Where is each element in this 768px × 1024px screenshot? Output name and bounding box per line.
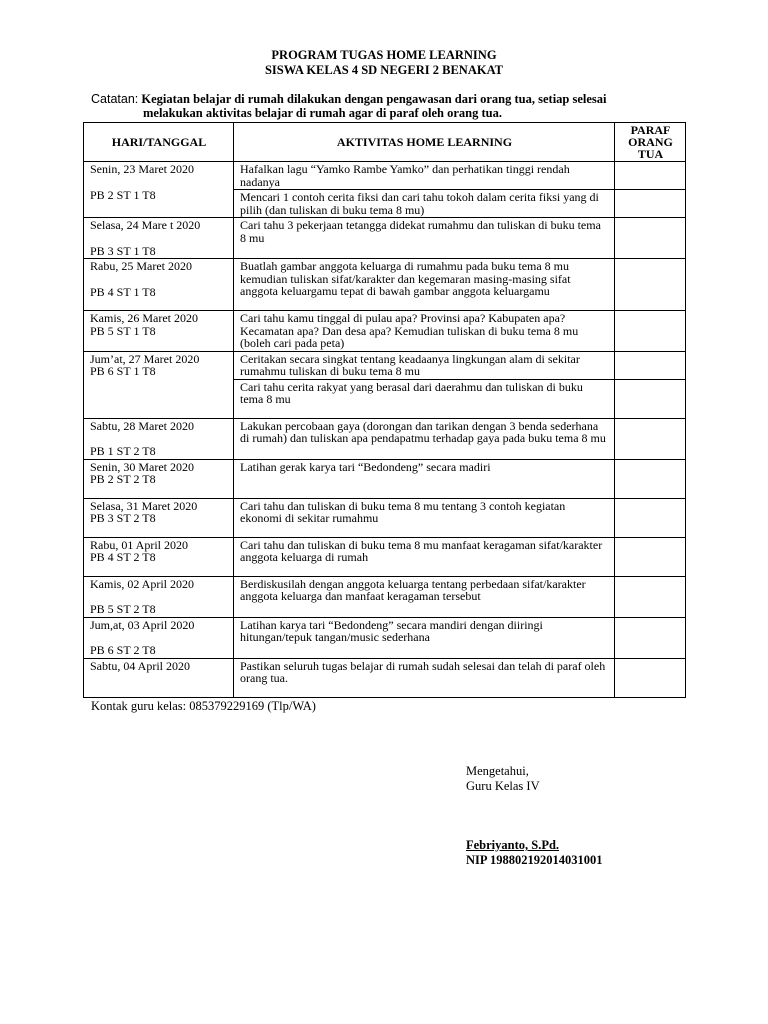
note-label: Catatan:: [91, 92, 139, 106]
activity-cell: Cari tahu dan tuliskan di buku tema 8 mu manfaat keragaman sifat/karakter anggota keluarga di rumah: [234, 537, 615, 576]
lesson-code: PB 2 ST 2 T8: [90, 472, 156, 486]
table-row: [84, 658, 686, 697]
day-cell: [84, 218, 234, 259]
table-row: [84, 459, 686, 498]
parent-signature-cell[interactable]: [615, 459, 686, 498]
note-text-line1: Kegiatan belajar di rumah dilakukan dengan pengawasan dari orang tua, setiap selesai: [141, 92, 607, 106]
teacher-name: Febriyanto, S.Pd.: [466, 838, 560, 852]
parent-signature-cell[interactable]: [615, 162, 686, 190]
table-row: [84, 418, 686, 459]
day-cell: [84, 418, 234, 459]
activity-cell: Berdiskusilah dengan anggota keluarga tentang perbedaan sifat/karakter anggota keluarga dan manfaat keragaman tersebut: [234, 576, 615, 617]
day-cell: [84, 459, 234, 498]
document-title: PROGRAM TUGAS HOME LEARNING: [271, 48, 497, 62]
activity-cell: Cari tahu dan tuliskan di buku tema 8 mu tentang 3 contoh kegiatan ekonomi di sekitar rumahmu: [234, 498, 615, 537]
table-row: [84, 617, 686, 658]
table-row: [84, 259, 686, 311]
parent-signature-cell[interactable]: [615, 617, 686, 658]
parent-signature-cell[interactable]: [615, 311, 686, 352]
parent-signature-cell[interactable]: [615, 259, 686, 311]
table-row: [84, 311, 686, 352]
day-cell: [84, 658, 234, 697]
day-date: Rabu, 25 Maret 2020: [90, 259, 192, 273]
parent-signature-cell[interactable]: [615, 498, 686, 537]
lesson-code: PB 6 ST 2 T8: [90, 643, 156, 657]
lesson-code: PB 5 ST 2 T8: [90, 602, 156, 616]
lesson-code: PB 3 ST 2 T8: [90, 511, 156, 525]
header-day-date: HARI/TANGGAL: [84, 123, 234, 162]
activity-cell: Ceritakan secara singkat tentang keadaanya lingkungan alam di sekitar rumahmu tuliskan di buku tema 8 mu: [234, 351, 615, 379]
day-cell: [84, 617, 234, 658]
lesson-code: PB 4 ST 2 T8: [90, 550, 156, 564]
note: [91, 92, 691, 120]
day-date: Jum,at, 03 April 2020: [90, 617, 195, 632]
teacher-contact: Kontak guru kelas: 085379229169 (Tlp/WA): [91, 699, 316, 713]
day-cell: [84, 259, 234, 311]
day-date: Selasa, 31 Maret 2020: [90, 498, 198, 513]
lesson-code: PB 6 ST 1 T8: [90, 364, 156, 378]
parent-signature-cell[interactable]: [615, 218, 686, 259]
lesson-code: PB 3 ST 1 T8: [90, 243, 156, 258]
cell-spacer: [90, 273, 228, 286]
cell-spacer: [90, 232, 228, 245]
table-row: [84, 576, 686, 617]
activity-cell: Latihan karya tari “Bedondeng” secara mandiri dengan diiringi hitungan/tepuk tangan/music sederhana: [234, 617, 615, 658]
day-date: Senin, 23 Maret 2020: [90, 162, 194, 176]
lesson-code: PB 4 ST 1 T8: [90, 284, 156, 299]
document-subtitle: SISWA KELAS 4 SD NEGERI 2 BENAKAT: [264, 63, 504, 77]
day-cell: [84, 162, 234, 218]
day-date: Senin, 30 Maret 2020: [90, 459, 194, 474]
activity-cell: Mencari 1 contoh cerita fiksi dan cari tahu tokoh dalam cerita fiksi yang di pilih (dan tuliskan di buku tema 8 mu): [234, 190, 615, 218]
activity-cell: Pastikan seluruh tugas belajar di rumah sudah selesai dan telah di paraf oleh orang tua.: [234, 658, 615, 697]
day-cell: [84, 576, 234, 617]
acknowledged-label: Mengetahui,: [466, 764, 529, 778]
teacher-nip: NIP 198802192014031001: [466, 853, 603, 867]
day-date: Sabtu, 28 Maret 2020: [90, 418, 194, 433]
parent-signature-cell[interactable]: [615, 379, 686, 418]
lesson-code: PB 1 ST 2 T8: [90, 444, 156, 458]
day-cell: [84, 351, 234, 418]
activity-cell: Cari tahu kamu tinggal di pulau apa? Provinsi apa? Kabupaten apa? Kecamatan apa? Dan desa apa? Kemudian tuliskan di buku tema 8 mu (boleh cari pada peta): [234, 311, 615, 352]
activity-cell: Cari tahu cerita rakyat yang berasal dari daerahmu dan tuliskan di buku tema 8 mu: [234, 379, 615, 418]
day-date: Sabtu, 04 April 2020: [90, 658, 191, 673]
day-date: Jum’at, 27 Maret 2020: [90, 351, 200, 366]
teacher-role: Guru Kelas IV: [466, 779, 540, 793]
table-row: [84, 537, 686, 576]
cell-spacer: [90, 176, 228, 189]
lesson-code: PB 5 ST 1 T8: [90, 323, 156, 338]
parent-signature-cell[interactable]: [615, 576, 686, 617]
parent-signature-cell[interactable]: [615, 190, 686, 218]
day-date: Kamis, 26 Maret 2020: [90, 311, 198, 325]
header-parent-signature: PARAF ORANG TUA: [615, 123, 686, 162]
activity-cell: Cari tahu 3 pekerjaan tetangga didekat rumahmu dan tuliskan di buku tema 8 mu: [234, 218, 615, 259]
header-activity: AKTIVITAS HOME LEARNING: [234, 123, 615, 162]
day-cell: [84, 498, 234, 537]
activity-cell: Lakukan percobaan gaya (dorongan dan tarikan dengan 3 benda sederhana di rumah) dan tuliskan apa pendapatmu terhadap gaya pada buku tema 8 mu: [234, 418, 615, 459]
activity-cell: Latihan gerak karya tari “Bedondeng” secara madiri: [234, 459, 615, 498]
parent-signature-cell[interactable]: [615, 418, 686, 459]
day-date: Selasa, 24 Mare t 2020: [90, 218, 201, 232]
schedule-table: [83, 122, 686, 698]
table-body: [84, 162, 686, 698]
day-date: Kamis, 02 April 2020: [90, 576, 194, 591]
parent-signature-cell[interactable]: [615, 351, 686, 379]
lesson-code: PB 2 ST 1 T8: [90, 187, 156, 202]
table-row: [84, 218, 686, 259]
parent-signature-cell[interactable]: [615, 658, 686, 697]
table-row: [84, 351, 686, 379]
activity-cell: Buatlah gambar anggota keluarga di rumahmu pada buku tema 8 mu kemudian tuliskan sifat/karakter dan kegemaran masing-masing sifat anggota keluargamu tepat di bawah gambar anggota keluargamu: [234, 259, 615, 311]
note-text-line2: melakukan aktivitas belajar di rumah agar di paraf oleh orang tua.: [143, 106, 502, 120]
day-date: Rabu, 01 April 2020: [90, 537, 188, 552]
table-row: [84, 498, 686, 537]
table-header-row: [84, 123, 686, 162]
activity-cell: Hafalkan lagu “Yamko Rambe Yamko” dan perhatikan tinggi rendah nadanya: [234, 162, 615, 190]
table-row: [84, 162, 686, 190]
day-cell: [84, 537, 234, 576]
parent-signature-cell[interactable]: [615, 537, 686, 576]
day-cell: [84, 311, 234, 352]
